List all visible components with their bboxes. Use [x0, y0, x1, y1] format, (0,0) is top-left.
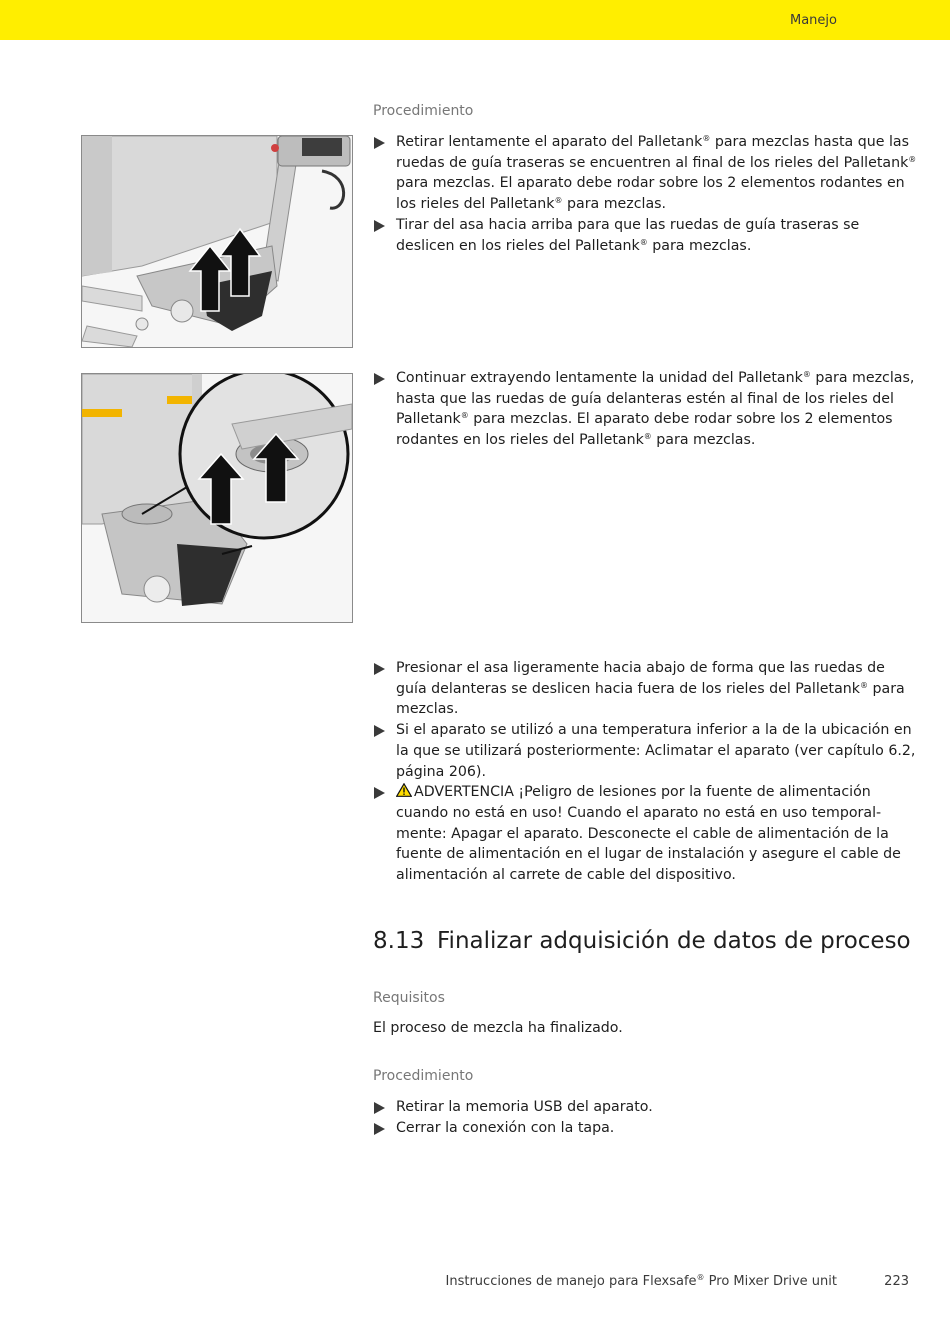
procedure-block-1: [373, 102, 918, 256]
section-heading: [373, 928, 911, 954]
procedure-heading: Procedimiento: [373, 103, 474, 119]
figure-pull-out-front-wheels: [81, 373, 353, 623]
step-item: Presionar el asa ligeramente hacia abajo de forma que las ruedas de guía delanteras se deslicen hacia fuera de los rieles del Palletank® para mezclas.: [373, 658, 918, 720]
step-list: [373, 132, 918, 256]
bullet-arrow-icon: [374, 663, 385, 675]
step-item: Cerrar la conexión con la tapa.: [373, 1118, 918, 1139]
chapter-label: Manejo: [790, 13, 837, 28]
step-item: Tirar del asa hacia arriba para que las ruedas de guía traseras se deslicen en los rieles del Palletank® para mezclas.: [373, 215, 918, 256]
step-item: Si el aparato se utilizó a una temperatura inferior a la de la ubicación en la que se utilizará posteriormente: Aclimatar el aparato (ver capítulo 6.2, página 206).: [373, 720, 918, 782]
step-item: Continuar extrayendo lentamente la unidad del Palletank® para mezclas, hasta que las ruedas de guía delanteras estén al final de los rieles del Palletank® para mezclas. El aparato debe rodar sobre los 2 elementos rodantes en los rieles del Palletank® para mezclas.: [373, 368, 918, 451]
procedure-block-2: [373, 368, 918, 451]
procedure-block-4: [373, 1067, 918, 1138]
step-list: [373, 658, 918, 886]
requirements-heading: Requisitos: [373, 990, 445, 1006]
procedure-heading: Procedimiento: [373, 1068, 474, 1084]
step-item: Retirar lentamente el aparato del Palletank® para mezclas hasta que las ruedas de guía traseras se encuentren al final de los rieles del Palletank® para mezclas. El aparato debe rodar sobre los 2 elementos rodantes en los rieles del Palletank® para mezclas.: [373, 132, 918, 215]
step-list: [373, 368, 918, 451]
bullet-arrow-icon: [374, 1123, 385, 1135]
section-title: Finalizar adquisición de datos de proceso: [437, 928, 911, 954]
warning-step-item: ADVERTENCIA ¡Peligro de lesiones por la fuente de alimentación cuando no está en uso! Cuando el aparato no está en uso temporal-mente: Apagar el aparato. Desconecte el cable de alimentación de la fuente de alimentación en el lugar de instalación y asegure el cable de alimentación al carrete de cable del dispositivo.: [373, 782, 918, 886]
section-number: 8.13: [373, 928, 425, 954]
bullet-arrow-icon: [374, 1102, 385, 1114]
procedure-block-3: [373, 658, 918, 886]
bullet-arrow-icon: [374, 373, 385, 385]
step-item: Retirar la memoria USB del aparato.: [373, 1097, 918, 1118]
page-number: 223: [884, 1274, 909, 1289]
footer-manual-title: Instrucciones de manejo para Flexsafe® Pro Mixer Drive unit: [445, 1273, 837, 1289]
bullet-arrow-icon: [374, 725, 385, 737]
warning-triangle-icon: [396, 783, 412, 797]
bullet-arrow-icon: [374, 137, 385, 149]
warning-word: ADVERTENCIA: [414, 784, 514, 801]
requirements-block: [373, 989, 918, 1038]
bullet-arrow-icon: [374, 220, 385, 232]
figure-pull-out-rear-wheels: [81, 135, 353, 348]
bullet-arrow-icon: [374, 787, 385, 799]
step-list: [373, 1097, 918, 1138]
requirements-text: El proceso de mezcla ha finalizado.: [373, 1020, 623, 1036]
